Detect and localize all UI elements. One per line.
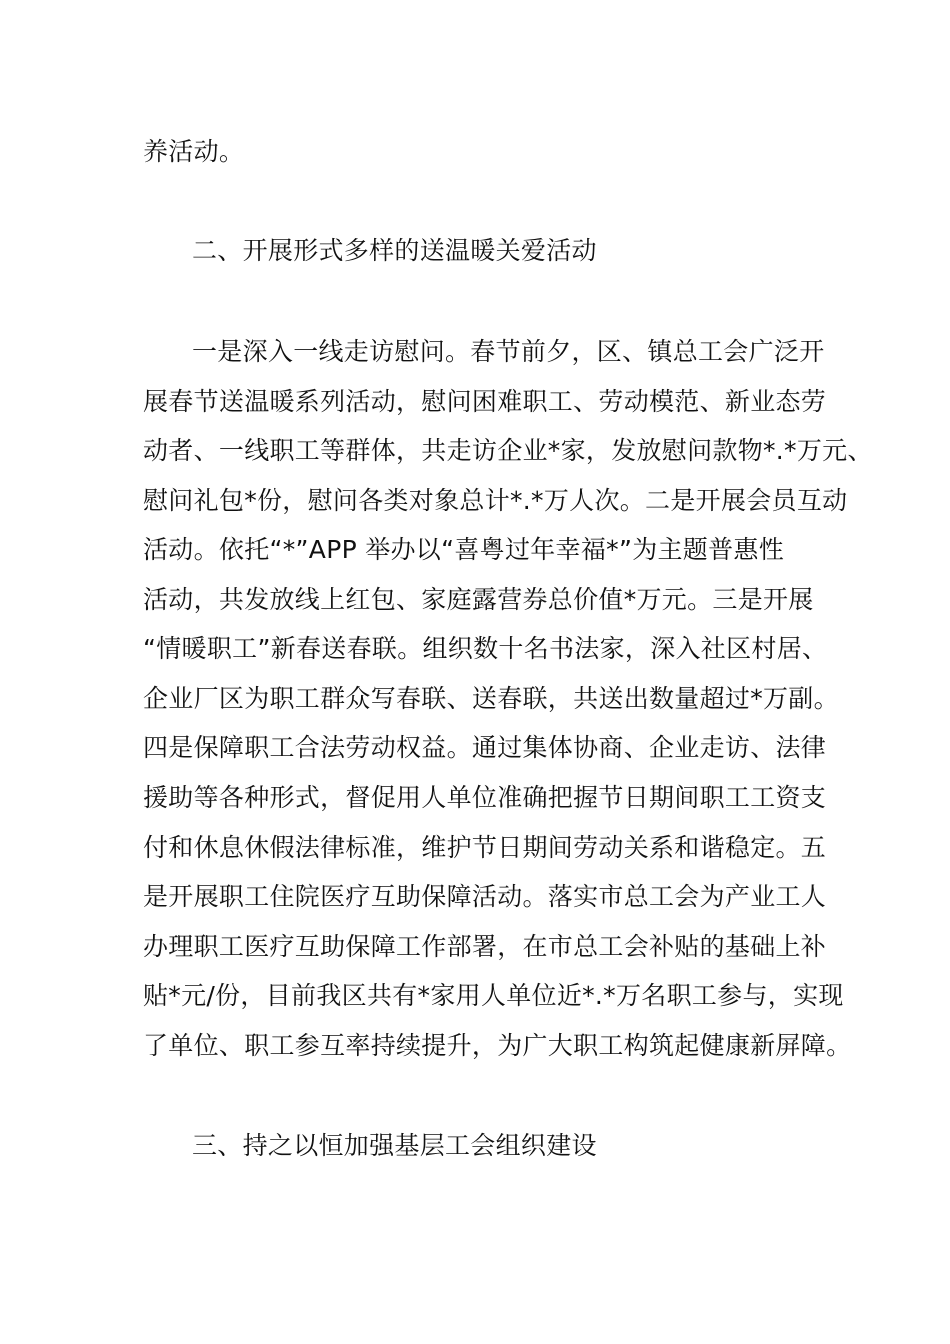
paragraph-line: 一是深入一线走访慰问。春节前夕，区、镇总工会广泛开 (192, 337, 825, 366)
paragraph-line: 企业厂区为职工群众写春联、送春联，共送出数量超过*万副。 (143, 684, 839, 713)
paragraph-line: 付和休息休假法律标准，维护节日期间劳动关系和谐稳定。五 (143, 833, 827, 862)
paragraph-line: 慰问礼包*份，慰问各类对象总计*.*万人次。二是开展会员互动 (143, 486, 848, 515)
section-heading-2: 二、开展形式多样的送温暖关爱活动 (192, 236, 597, 265)
continuation-text: 养活动。 (143, 137, 245, 166)
paragraph-line: 展春节送温暖系列活动，慰问困难职工、劳动模范、新业态劳 (143, 387, 827, 416)
paragraph-line: 了单位、职工参互率持续提升，为广大职工构筑起健康新屏障。 (143, 1031, 852, 1060)
paragraph-line: 贴*元/份，目前我区共有*家用人单位近*.*万名职工参与，实现 (143, 981, 844, 1010)
paragraph-line: 活动。依托“*”APP 举办以“喜粤过年幸福*”为主题普惠性 (143, 535, 785, 564)
section-heading-3: 三、持之以恒加强基层工会组织建设 (192, 1131, 597, 1160)
paragraph-line: 办理职工医疗互助保障工作部署，在市总工会补贴的基础上补 (143, 932, 827, 961)
paragraph-line: 活动，共发放线上红包、家庭露营券总价值*万元。三是开展 (143, 585, 814, 614)
paragraph-line: 动者、一线职工等群体，共走访企业*家，发放慰问款物*.*万元、 (143, 436, 873, 465)
paragraph-line: 四是保障职工合法劳动权益。通过集体协商、企业走访、法律 (143, 733, 827, 762)
paragraph-line: “情暖职工”新春送春联。组织数十名书法家，深入社区村居、 (143, 634, 828, 663)
paragraph-line: 援助等各种形式，督促用人单位准确把握节日期间职工工资支 (143, 783, 827, 812)
paragraph-line: 是开展职工住院医疗互助保障活动。落实市总工会为产业工人 (143, 882, 827, 911)
